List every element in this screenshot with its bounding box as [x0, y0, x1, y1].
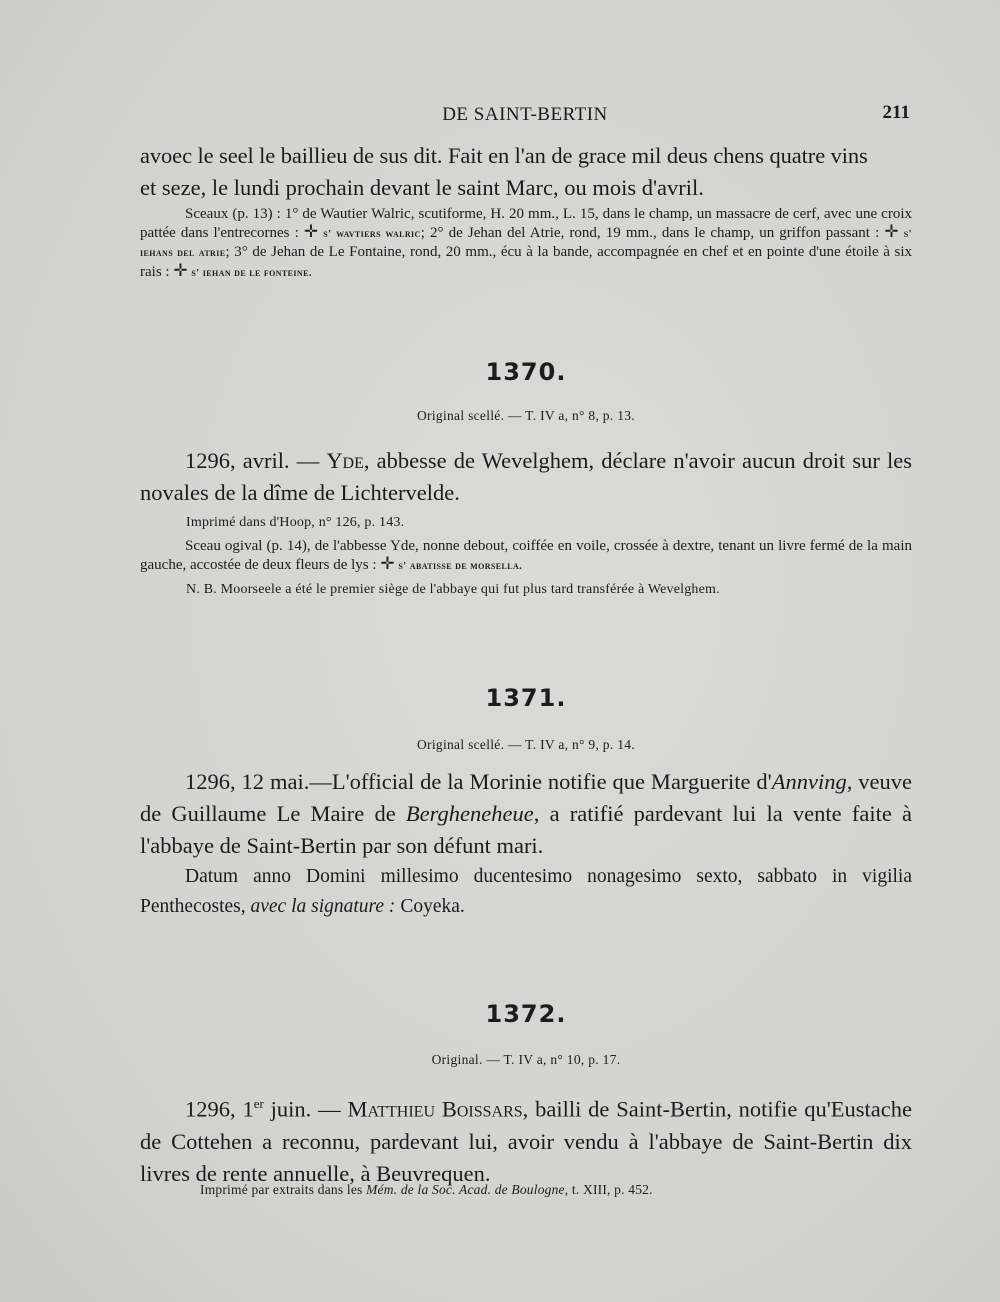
seal-1370	[140, 537, 912, 575]
seal-1370-text: Sceau ogival (p. 14), de l'abbesse Yde, nonne debout, coiffée en voile, crossée à dextre, tenant un livre fermé de la main gauche, accostée de deux fleurs de lys :	[140, 538, 912, 573]
entry-1372-body: , bailli de Saint-Bertin, notifie qu'Eustache de Cottehen a reconnu, pardevant lui, avoir vendu à l'abbaye de Saint-Bertin dix livres de rente annuelle, à Beuvrequen.	[140, 1096, 912, 1186]
seal-legend-2: s' iehans del atrie	[140, 228, 913, 259]
entry-1370-body: , abbesse de Wevelghem, déclare n'avoir aucun droit sur les novales de la dîme de Lichtervelde.	[140, 448, 912, 505]
entry-1371-name2: Bergheneheue	[405, 801, 534, 826]
entry-1372-date-sup: er	[253, 1096, 264, 1111]
page-number: 211	[882, 102, 910, 123]
entry-1371-datum	[140, 862, 912, 922]
source-1370: Original scellé. — T. IV a, n° 8, p. 13.	[417, 408, 635, 423]
prev-text-line2: et seze, le lundi prochain devant le saint Marc, ou mois d'avril.	[140, 175, 704, 200]
entry-1372-name: Matthieu Boissars	[347, 1096, 523, 1122]
datum-text-b: Coyeka.	[395, 896, 465, 917]
entry-number-1370: 1370.	[485, 358, 567, 386]
cross-icon: ✛	[303, 222, 319, 242]
entry-number-1372: 1372.	[485, 1000, 567, 1028]
cross-icon: ✛	[380, 554, 395, 574]
prev-text-line1: avoec le seel le baillieu de sus dit. Fait en l'an de grace mil deus chens quatre vins	[140, 143, 868, 168]
seal-1370-legend: s' abatisse de morsella.	[398, 560, 523, 572]
nb-1370: N. B. Moorseele a été le premier siège de l'abbaye qui fut plus tard transférée à Wevelghem.	[186, 582, 720, 597]
previous-entry-seals	[140, 205, 912, 282]
seal-legend-3: s' iehan de le fonteine.	[191, 267, 312, 279]
entry-1370-text	[140, 445, 912, 509]
entry-1372-date-b: juin. —	[263, 1096, 348, 1122]
seals-text-a: Sceaux (p. 13) : 1° de Wautier Walric, scutiforme, H. 20 mm., L. 15, dans le champ, un massacre de cerf, avec une croix pattée dans l'entrecornes :	[140, 206, 912, 241]
seal-legend-1: s' wavtiers walric	[323, 228, 421, 240]
entry-number-1371: 1371.	[485, 684, 567, 712]
printed-1372-italic: Mém. de la Soc. Acad. de Boulogne	[366, 1182, 565, 1197]
seals-text-b: ; 2° de Jehan del Atrie, rond, 19 mm., dans le champ, un griffon passant :	[420, 225, 885, 241]
running-header	[140, 102, 910, 132]
entry-1370-date: 1296, avril. —	[185, 448, 327, 473]
printed-1372-b: , t. XIII, p. 452.	[564, 1182, 653, 1197]
entry-1372-text	[140, 1088, 912, 1190]
printed-1372	[200, 1182, 912, 1198]
entry-1371-text-b: , veuve de Guillaume Le Maire de	[140, 769, 912, 826]
entry-1371-text	[140, 766, 912, 862]
entry-1371-name1: Annving	[771, 769, 847, 794]
datum-text-a: Datum anno Domini millesimo ducentesimo nonagesimo sexto, sabbato in vigilia Penthecostes,	[140, 866, 912, 917]
entry-1371-text-a: 1296, 12 mai.—L'official de la Morinie notifie que Marguerite d'	[185, 769, 772, 794]
source-1371: Original scellé. — T. IV a, n° 9, p. 14.	[417, 737, 635, 752]
cross-icon: ✛	[173, 261, 188, 281]
seals-text-c: ; 3° de Jehan de Le Fontaine, rond, 20 mm., écu à la bande, accompagnée en chef et en pointe d'une étoile à six rais :	[140, 244, 912, 280]
header-title: DE SAINT-BERTIN	[442, 104, 608, 125]
previous-entry-text	[140, 140, 912, 204]
entry-1370-name: Yde	[326, 448, 364, 473]
cross-icon: ✛	[884, 222, 899, 242]
entry-1372-date: 1296, 1	[185, 1096, 254, 1122]
datum-italic: avec la signature :	[250, 896, 396, 917]
entry-1371-text-c: , a ratifié pardevant lui la vente faite à l'abbaye de Saint-Bertin par son défunt mari.	[140, 801, 913, 858]
printed-1372-a: Imprimé par extraits dans les	[200, 1182, 367, 1197]
printed-1370: Imprimé dans d'Hoop, n° 126, p. 143.	[186, 515, 405, 530]
source-1372: Original. — T. IV a, n° 10, p. 17.	[431, 1052, 621, 1067]
